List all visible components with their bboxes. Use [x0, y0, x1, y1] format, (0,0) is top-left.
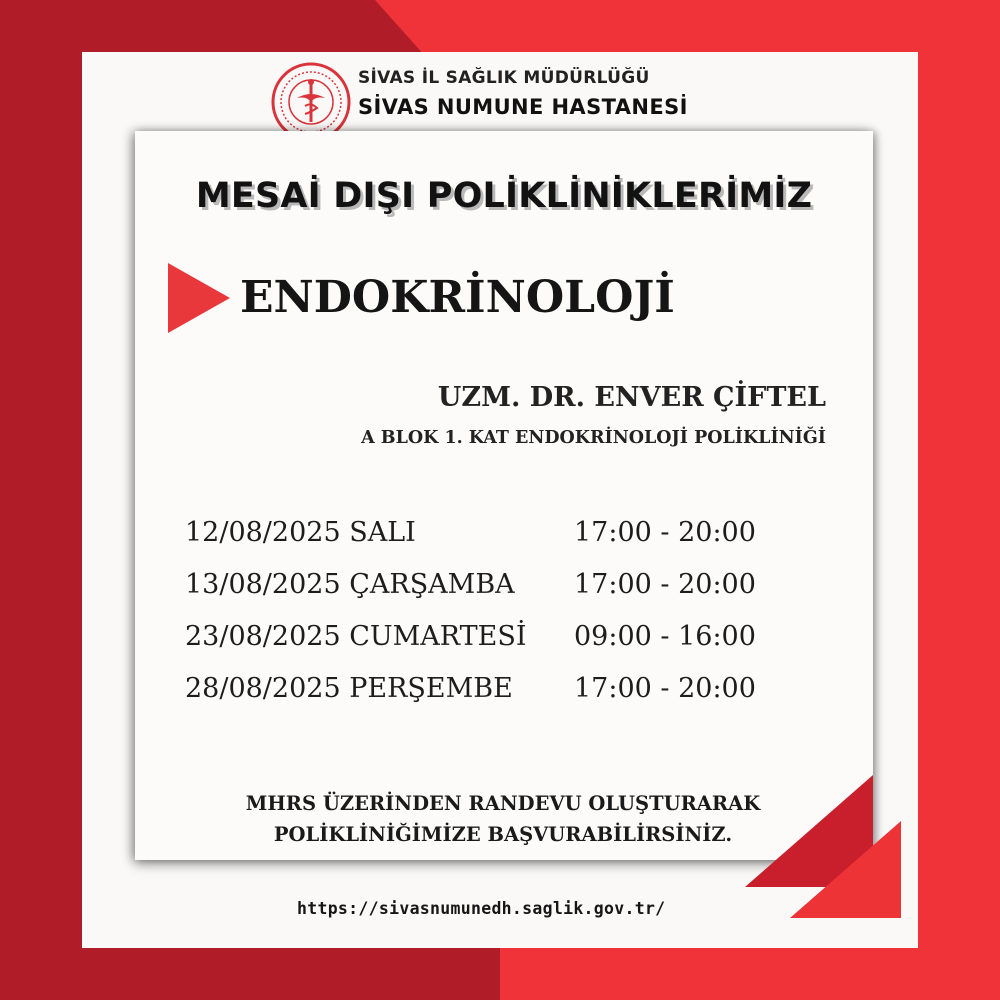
schedule-hours: 17:00 - 20:00 — [574, 673, 756, 704]
schedule-day: 12/08/2025 SALI — [185, 517, 416, 548]
appointment-note-line: POLİKLİNİĞİMİZE BAŞVURABİLİRSİNİZ. — [273, 823, 733, 846]
ministry-of-health-seal-icon — [271, 62, 351, 142]
organization-name: SİVAS İL SAĞLIK MÜDÜRLÜĞÜ — [358, 68, 650, 88]
schedule-day: 23/08/2025 CUMARTESİ — [185, 621, 527, 652]
schedule-row — [185, 621, 805, 673]
schedule-hours: 17:00 - 20:00 — [574, 517, 756, 548]
schedule-day: 13/08/2025 ÇARŞAMBA — [185, 569, 515, 600]
schedule-row — [185, 569, 805, 621]
schedule-row — [185, 517, 805, 569]
doctor-name: UZM. DR. ENVER ÇİFTEL — [437, 382, 826, 413]
schedule-row — [185, 673, 805, 725]
content-card — [135, 131, 873, 860]
schedule-hours: 09:00 - 16:00 — [574, 621, 756, 652]
clinic-name: ENDOKRİNOLOJİ — [240, 272, 675, 323]
schedule-hours: 17:00 - 20:00 — [574, 569, 756, 600]
decorative-corner-triangles — [745, 775, 901, 918]
appointment-note-line: MHRS ÜZERİNDEN RANDEVU OLUŞTURARAK — [245, 792, 761, 815]
page-title: MESAİ DIŞI POLİKLİNİKLERİMİZ — [195, 176, 813, 216]
website-link[interactable]: https://sivasnumunedh.saglik.gov.tr/ — [297, 899, 666, 918]
play-triangle-icon — [168, 263, 230, 333]
schedule-day: 28/08/2025 PERŞEMBE — [185, 673, 513, 704]
schedule-list — [185, 517, 805, 725]
hospital-name: SİVAS NUMUNE HASTANESİ — [358, 95, 688, 119]
clinic-location: A BLOK 1. KAT ENDOKRİNOLOJİ POLİKLİNİĞİ — [361, 428, 826, 448]
